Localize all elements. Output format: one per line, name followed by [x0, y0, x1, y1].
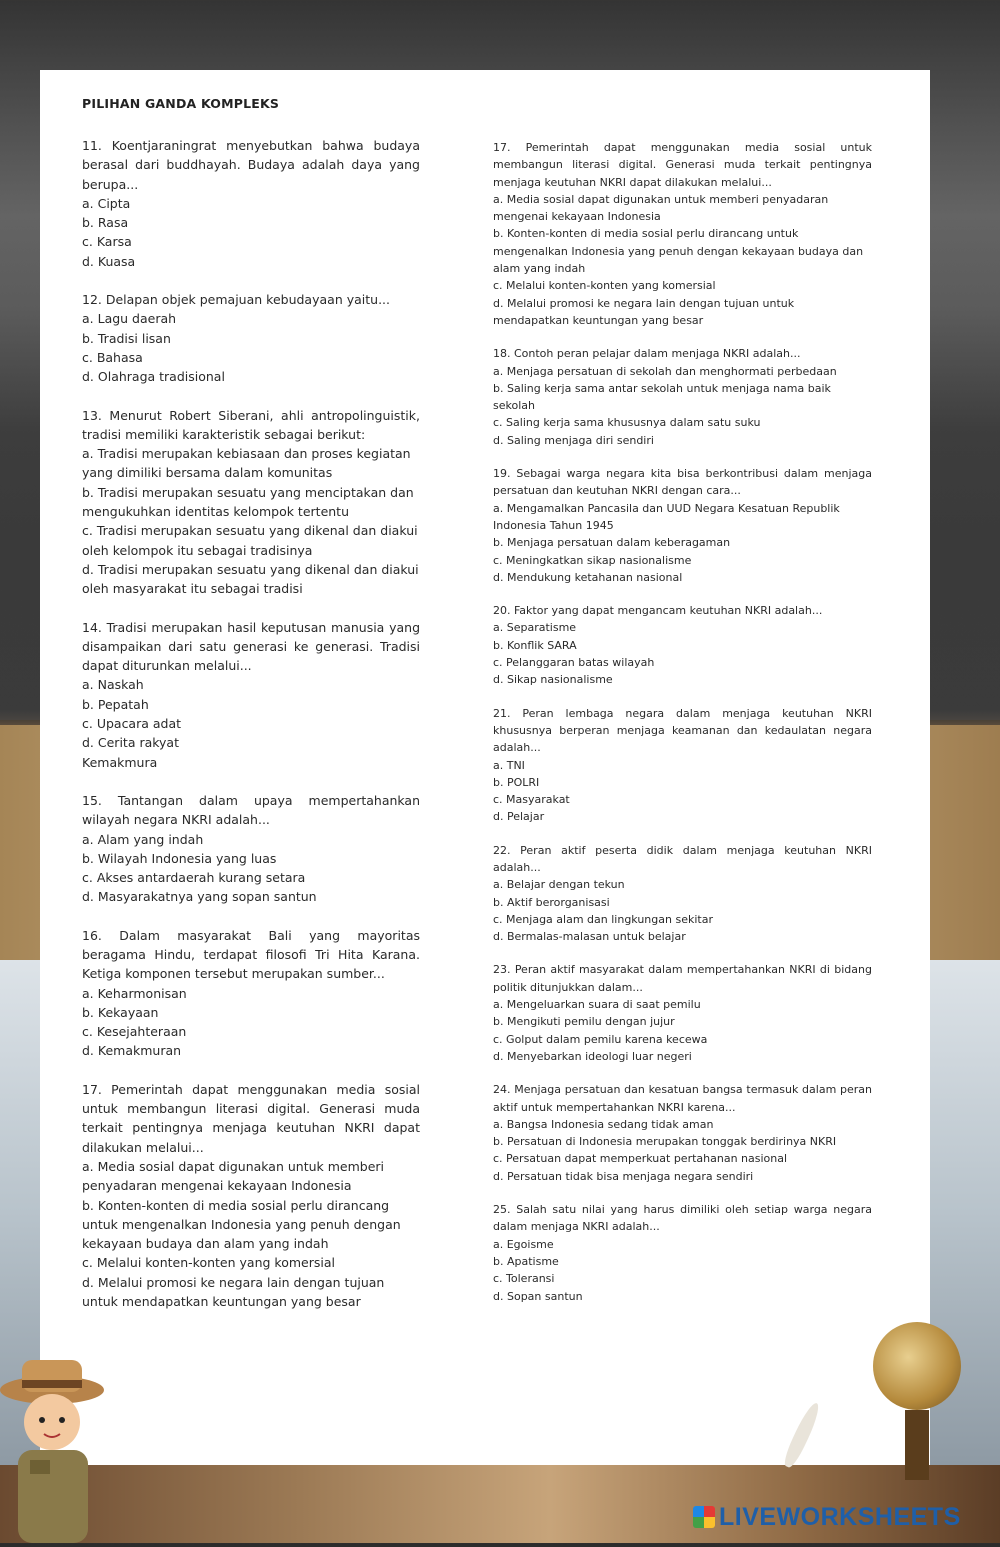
answer-option[interactable]: a. Lagu daerah	[82, 311, 177, 327]
answer-option[interactable]: b. POLRI	[493, 775, 540, 789]
answer-option[interactable]: c. Pelanggaran batas wilayah	[493, 656, 655, 670]
answer-option[interactable]: c. Melalui konten-konten yang komersial	[82, 1255, 335, 1271]
answer-option[interactable]: a. Media sosial dapat digunakan untuk memberi penyadaran mengenai kekayaan Indonesia	[82, 1158, 385, 1194]
answer-option[interactable]: a. Belajar dengan tekun	[493, 878, 625, 892]
answer-option[interactable]: c. Menjaga alam dan lingkungan sekitar	[493, 912, 713, 926]
answer-option[interactable]: b. Persatuan di Indonesia merupakan tonggak berdirinya NKRI	[493, 1135, 837, 1149]
answer-option[interactable]: c. Upacara adat	[82, 716, 182, 732]
answer-option[interactable]: d. Kemakmuran	[82, 1043, 182, 1059]
answer-option[interactable]: a. TNI	[493, 758, 525, 772]
answer-option[interactable]: b. Mengikuti pemilu dengan jujur	[493, 1015, 675, 1029]
answer-option[interactable]: a. Mengeluarkan suara di saat pemilu	[493, 998, 701, 1012]
answer-option[interactable]: c. Kesejahteraan	[82, 1024, 187, 1040]
answer-option[interactable]: c. Tradisi merupakan sesuatu yang dikenal dan diakui oleh kelompok itu sebagai tradisinya	[82, 523, 418, 558]
answer-option[interactable]: b. Konflik SARA	[493, 638, 577, 652]
question-block	[493, 139, 872, 329]
answer-option[interactable]: c. Saling kerja sama khususnya dalam satu suku	[493, 416, 761, 430]
answer-option[interactable]: d. Sikap nasionalisme	[493, 673, 613, 687]
question-block	[82, 926, 420, 1061]
answer-option[interactable]: c. Persatuan dapat memperkuat pertahanan nasional	[493, 1152, 788, 1166]
question-text: 12. Delapan objek pemajuan kebudayaan yaitu...	[82, 292, 390, 308]
answer-option[interactable]: d. Melalui promosi ke negara lain dengan tujuan untuk mendapatkan keuntungan yang besar	[493, 296, 795, 327]
answer-option[interactable]: b. Kekayaan	[82, 1004, 159, 1020]
answer-option[interactable]: b. Rasa	[82, 215, 129, 231]
answer-option[interactable]: b. Konten-konten di media sosial perlu dirancang untuk mengenalkan Indonesia yang penuh dengan kekayaan budaya dan alam yang indah	[493, 227, 864, 276]
answer-option[interactable]: a. Mengamalkan Pancasila dan UUD Negara Kesatuan Republik Indonesia Tahun 1945	[493, 501, 840, 532]
answer-option[interactable]: d. Persatuan tidak bisa menjaga negara sendiri	[493, 1169, 754, 1183]
liveworksheets-logo-icon	[693, 1506, 715, 1528]
answer-option[interactable]: d. Cerita rakyat	[82, 735, 179, 751]
answer-option[interactable]: d. Masyarakatnya yang sopan santun	[82, 889, 317, 905]
answer-option[interactable]: a. Bangsa Indonesia sedang tidak aman	[493, 1117, 714, 1131]
answer-option[interactable]: a. Menjaga persatuan di sekolah dan menghormati perbedaan	[493, 364, 837, 378]
question-text: 21. Peran lembaga negara dalam menjaga keutuhan NKRI khususnya berperan menjaga keamanan dan kedaulatan negara adalah...	[493, 706, 872, 755]
answer-option[interactable]: a. Cipta	[82, 195, 131, 211]
question-block	[493, 961, 872, 1065]
page-title: PILIHAN GANDA KOMPLEKS	[82, 96, 280, 111]
answer-option[interactable]: d. Olahraga tradisional	[82, 369, 225, 385]
question-block	[493, 345, 872, 449]
answer-option[interactable]: d. Pelajar	[493, 810, 545, 824]
answer-option[interactable]: c. Melalui konten-konten yang komersial	[493, 279, 716, 293]
answer-option[interactable]: d. Menyebarkan ideologi luar negeri	[493, 1049, 692, 1063]
question-text: 13. Menurut Robert Siberani, ahli antropolinguistik, tradisi memiliki karakteristik sebagai berikut:	[82, 407, 420, 442]
question-block	[493, 465, 872, 586]
answer-option[interactable]: d. Mendukung ketahanan nasional	[493, 570, 683, 584]
answer-option[interactable]: c. Toleransi	[493, 1272, 555, 1286]
right-column	[493, 139, 872, 1321]
answer-option[interactable]: b. Konten-konten di media sosial perlu dirancang untuk mengenalkan Indonesia yang penuh dengan kekayaan budaya dan alam yang indah	[82, 1197, 401, 1252]
question-text: 14. Tradisi merupakan hasil keputusan manusia yang disampaikan dari satu generasi ke generasi. Tradisi dapat diturunkan melalui...	[82, 619, 420, 674]
answer-option[interactable]: a. Egoisme	[493, 1237, 554, 1251]
question-block	[82, 618, 420, 772]
question-block	[82, 136, 420, 271]
answer-option[interactable]: a. Separatisme	[493, 621, 577, 635]
answer-option[interactable]: a. Keharmonisan	[82, 985, 187, 1001]
answer-option[interactable]: d. Saling menjaga diri sendiri	[493, 433, 654, 447]
question-text: 19. Sebagai warga negara kita bisa berkontribusi dalam menjaga persatuan dan keutuhan NKRI dengan cara...	[493, 467, 872, 498]
answer-option[interactable]: d. Kuasa	[82, 253, 136, 269]
answer-option[interactable]: c. Meningkatkan sikap nasionalisme	[493, 553, 692, 567]
answer-option[interactable]: a. Alam yang indah	[82, 831, 204, 847]
left-column	[82, 136, 420, 1330]
question-text: 16. Dalam masyarakat Bali yang mayoritas beragama Hindu, terdapat filosofi Tri Hita Karana. Ketiga komponen tersebut merupakan sumber...	[82, 927, 420, 982]
answer-option[interactable]: d. Bermalas-malasan untuk belajar	[493, 930, 686, 944]
question-text: 25. Salah satu nilai yang harus dimiliki oleh setiap warga negara dalam menjaga NKRI adalah...	[493, 1203, 872, 1234]
question-text: 11. Koentjaraningrat menyebutkan bahwa budaya berasal dari buddhayah. Budaya adalah daya yang berupa...	[82, 138, 420, 192]
answer-option[interactable]: a. Naskah	[82, 677, 144, 693]
question-text: 22. Peran aktif peserta didik dalam menjaga keutuhan NKRI adalah...	[493, 843, 872, 874]
answer-option[interactable]: Kemakmura	[82, 754, 158, 770]
answer-option[interactable]: b. Apatisme	[493, 1254, 559, 1268]
question-text: 17. Pemerintah dapat menggunakan media sosial untuk membangun literasi digital. Generasi muda terkait pentingnya menjaga keutuhan NKRI dapat dilakukan melalui...	[82, 1081, 420, 1155]
question-block	[493, 705, 872, 826]
question-block	[82, 406, 420, 599]
question-block	[82, 290, 420, 386]
globe-stand-illustration	[905, 1410, 929, 1480]
answer-option[interactable]: d. Tradisi merupakan sesuatu yang dikenal dan diakui oleh masyarakat itu sebagai tradisi	[82, 561, 419, 597]
answer-option[interactable]: c. Akses antardaerah kurang setara	[82, 870, 306, 886]
question-text: 24. Menjaga persatuan dan kesatuan bangsa termasuk dalam peran aktif untuk mempertahankan NKRI karena...	[493, 1083, 872, 1114]
globe-illustration	[873, 1322, 961, 1410]
answer-option[interactable]: c. Masyarakat	[493, 793, 570, 807]
answer-option[interactable]: b. Menjaga persatuan dalam keberagaman	[493, 536, 731, 550]
question-block	[493, 602, 872, 688]
question-block	[493, 1081, 872, 1185]
question-block	[493, 1201, 872, 1305]
answer-option[interactable]: d. Sopan santun	[493, 1289, 583, 1303]
answer-option[interactable]: b. Tradisi merupakan sesuatu yang menciptakan dan mengukuhkan identitas kelompok tertentu	[82, 484, 414, 520]
answer-option[interactable]: b. Pepatah	[82, 696, 149, 712]
answer-option[interactable]: c. Golput dalam pemilu karena kecewa	[493, 1032, 708, 1046]
liveworksheets-logo	[693, 1503, 961, 1532]
answer-option[interactable]: c. Bahasa	[82, 349, 143, 365]
question-block	[493, 842, 872, 946]
question-block	[82, 791, 420, 907]
answer-option[interactable]: b. Saling kerja sama antar sekolah untuk menjaga nama baik sekolah	[493, 381, 831, 413]
answer-option[interactable]: a. Media sosial dapat digunakan untuk memberi penyadaran mengenai kekayaan Indonesia	[493, 192, 829, 224]
answer-option[interactable]: b. Wilayah Indonesia yang luas	[82, 850, 277, 866]
question-text: 23. Peran aktif masyarakat dalam mempertahankan NKRI di bidang politik ditunjukkan dalam...	[493, 963, 872, 994]
logo-text: LIVEWORKSHEETS	[719, 1503, 961, 1531]
answer-option[interactable]: d. Melalui promosi ke negara lain dengan tujuan untuk mendapatkan keuntungan yang besar	[82, 1274, 385, 1310]
question-text: 18. Contoh peran pelajar dalam menjaga NKRI adalah...	[493, 347, 801, 361]
answer-option[interactable]: b. Tradisi lisan	[82, 330, 171, 346]
question-text: 15. Tantangan dalam upaya mempertahankan wilayah negara NKRI adalah...	[82, 792, 420, 828]
answer-option[interactable]: a. Tradisi merupakan kebiasaan dan proses kegiatan yang dimiliki bersama dalam komunitas	[82, 446, 411, 481]
answer-option[interactable]: c. Karsa	[82, 234, 132, 250]
question-text: 20. Faktor yang dapat mengancam keutuhan NKRI adalah...	[493, 604, 823, 618]
question-block	[82, 1080, 420, 1312]
question-text: 17. Pemerintah dapat menggunakan media sosial untuk membangun literasi digital. Generasi muda terkait pentingnya menjaga keutuhan NKRI dapat dilakukan melalui...	[493, 141, 872, 189]
answer-option[interactable]: b. Aktif berorganisasi	[493, 895, 610, 909]
explorer-character-illustration	[0, 1350, 110, 1543]
